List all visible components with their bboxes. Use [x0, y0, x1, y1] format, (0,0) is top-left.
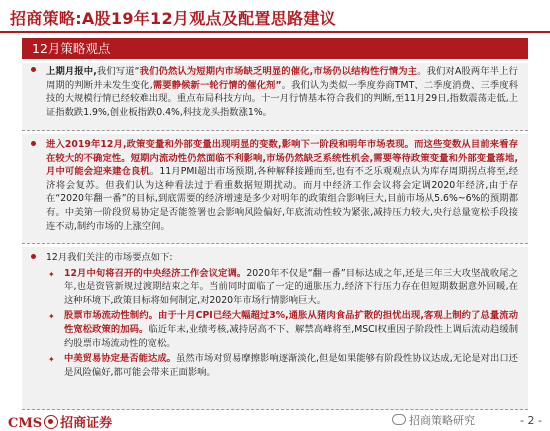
bullet-dot-icon: [31, 254, 36, 259]
bullet-dot-icon: [31, 141, 36, 146]
diamond-bullet-icon: ✦: [48, 312, 55, 322]
recap-text-2: 。我们认为类似一季度券商TMT、二季度消费、三季度科技的大规模行情已经较难出现。重点布局科技方向。十一月行情基本符合我们的判断,至11月29日,指数震荡走低,上证指数跌1.9%,创业板指跌0.4%,科技龙头指数涨1%。: [46, 79, 518, 118]
focus-item-highlight: 股票市场流动性制约。由于十月CPI已经大幅超过3%,通胀从猪肉食品扩散的担忧出现,客观上制约了总量流动性宽松政策的加码。: [64, 310, 518, 335]
logo-chinese: 招商证券: [60, 416, 113, 431]
wechat-icon: [392, 414, 406, 425]
logo-emblem-icon: [44, 415, 58, 429]
brand-logo: [8, 412, 112, 431]
recap-highlight-2: 需要静候新一轮行情的催化剂”: [152, 79, 282, 91]
focus-intro: 12月我们关注的市场要点如下:: [46, 252, 173, 263]
footer: [0, 410, 550, 431]
bullet-dot-icon: [31, 67, 36, 72]
outlook-block: [22, 134, 528, 244]
section-heading: 12月策略观点: [22, 38, 528, 59]
logo-latin: CMS: [8, 416, 43, 431]
diamond-bullet-icon: ✦: [48, 269, 55, 279]
recap-text-1: 。我们对A股两年半上行周期的判断并未发生变化,: [46, 66, 518, 91]
title-main: A股19年12月观点及配置思路建议: [81, 9, 336, 28]
recap-highlight-1: 我们仍然认为短期内市场缺乏明显的催化,市场仍以结构性行情为主: [139, 66, 418, 77]
wechat-watermark: [392, 412, 475, 428]
wechat-account: 招商策略研究: [409, 414, 475, 427]
focus-item-highlight: 12月中旬将召开的中央经济工作会议定调。: [64, 267, 247, 279]
focus-item: [46, 352, 518, 379]
focus-item: [46, 309, 518, 350]
focus-item-text: 2020年不仅是“翻一番”目标达成之年,还是三年三大攻坚战收尾之年,也是资管新规过渡期结束之年。当前同时面临了一定的通胀压力,经济下行压力存在但短期数据意外回暖,在这种环境下,政策目标将如何制定,对2020年市场行情影响巨大。: [64, 267, 518, 306]
outlook-text: 。11月PMI超出市场预期,各种解释接踵而至,也有不乏乐观观点认为库存周期拐点将至,经济将会复苏。但我们认为这种看法过于看重数据短期扰动。而月中经济工作会议将会定调2020年经济,由于存在“2020年翻一番”的目标,到底需要的经济增速是多少对明年的政策组合影响巨大,目前市场从5.6%~6%的预期都有。中美第一阶段贸易协定是否能签署也会影响风险偏好,年底流动性较为紧张,减持压力较大,央行总量宽松手段接连不动,制约市场的上涨空间。: [46, 166, 518, 232]
slide-title: [10, 6, 540, 30]
recap-mid: 我们写道“: [96, 66, 140, 77]
page-number: - 2 -: [520, 414, 542, 427]
title-brand: 招商策略: [10, 9, 76, 28]
focus-item-highlight: 中美贸易协定是否能达成。: [64, 353, 177, 365]
focus-item: [46, 267, 518, 308]
recap-block: [22, 63, 528, 131]
focus-item-text: 虽然市场对贸易摩擦影响逐渐淡化,但是如果能够有阶段性协议达成,无论是对出口还是风险偏好,都可能会带来正面影响。: [64, 353, 518, 378]
title-divider: [0, 31, 550, 33]
focus-points-block: [22, 247, 528, 410]
diamond-bullet-icon: ✦: [48, 355, 55, 365]
recap-lead: 上期月报中,: [46, 66, 97, 77]
focus-item-text: 临近年末,业绩考核,减持居高不下、解禁高峰将至,MSCI权重因子阶段性上调后流动趋缓制约股票市场流动性的宽松。: [64, 323, 518, 349]
outlook-highlight: 进入2019年12月,政策变量和外部变量出现明显的变数,影响下一阶段和明年市场表现。而这些变数从目前来看存在较大的不确定性。短期内流动性仍然面临不利影响,市场仍然缺乏系统性机会,需要等待政策变量和外部变量落地,月中可能会迎来建仓良机: [46, 139, 518, 178]
title-separator: :: [75, 9, 82, 28]
